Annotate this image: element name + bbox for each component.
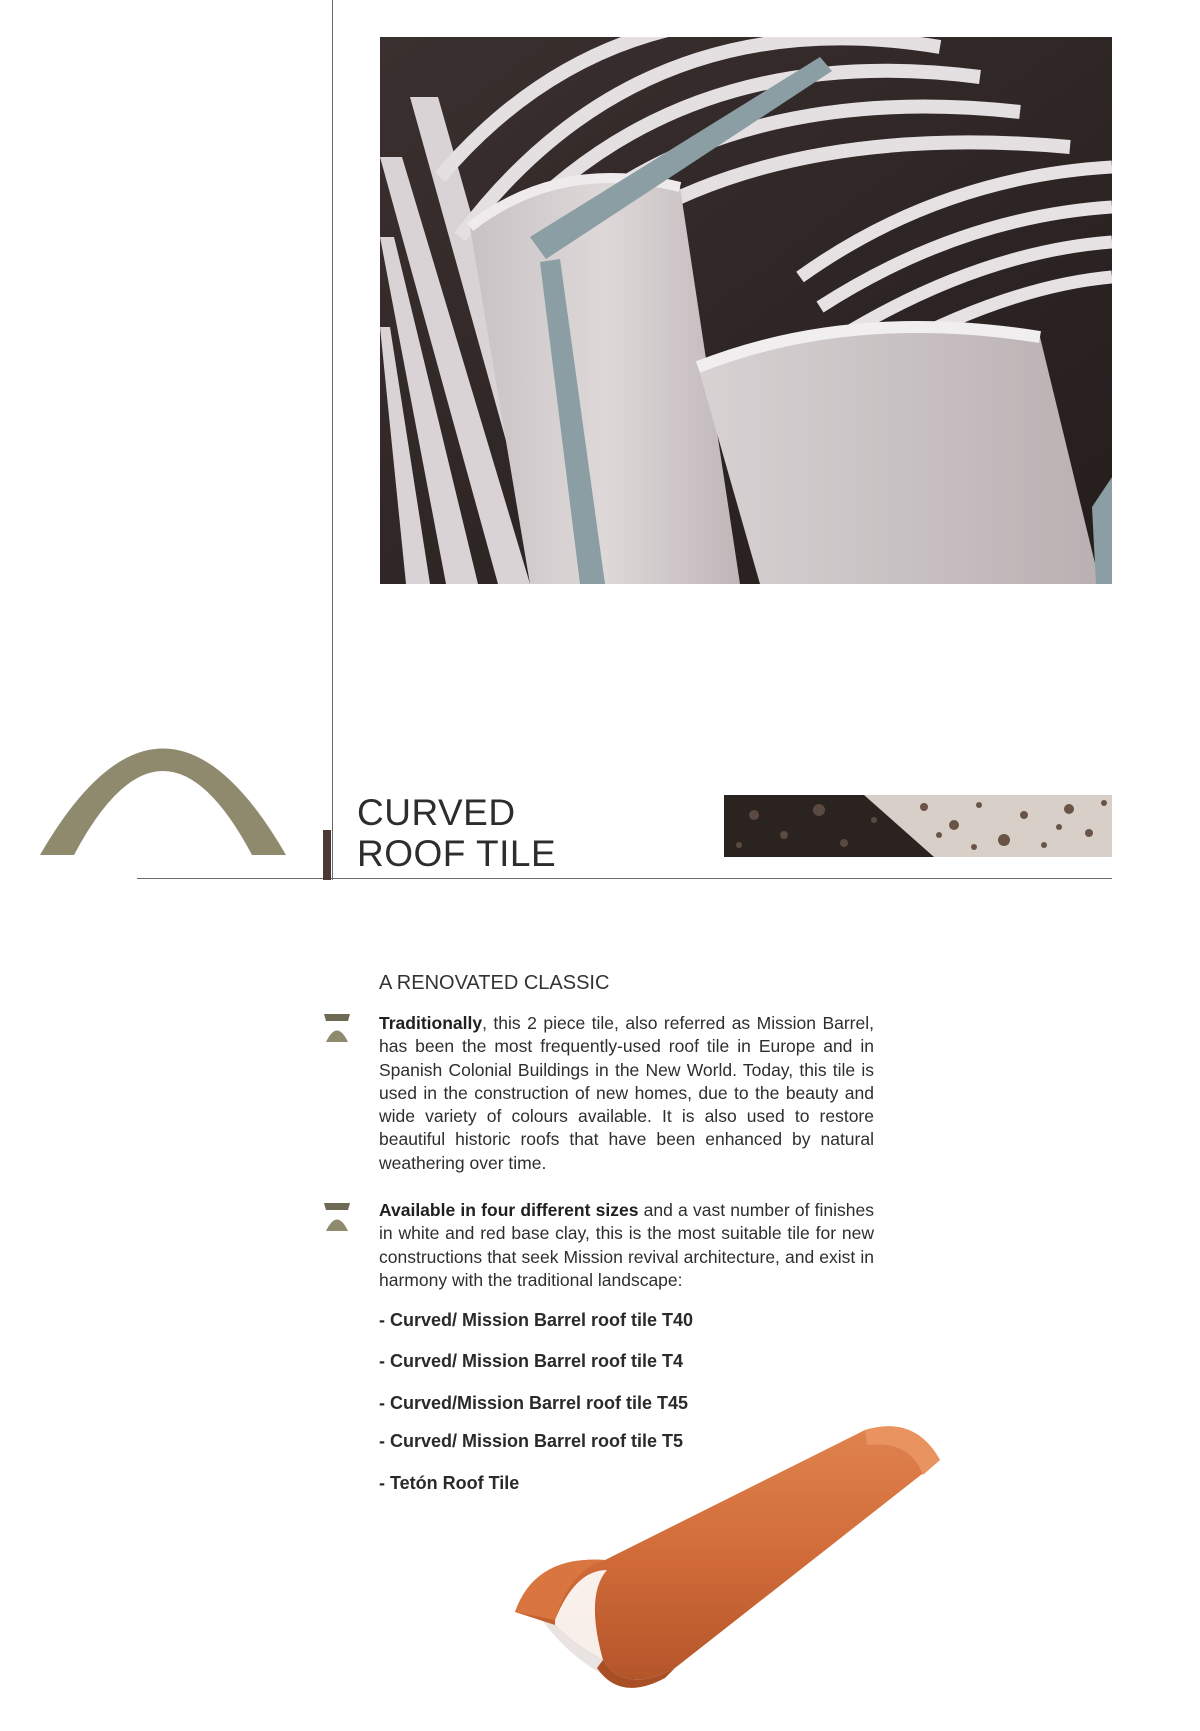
list-item: - Curved/Mission Barrel roof tile T45 bbox=[379, 1393, 689, 1413]
paragraph-2-body: and a vast number of finishes in white and red base clay, this is the most suitable tile for new constructions that seek Mission revival architecture, and exist in harmony with the traditional landscape: bbox=[379, 1200, 875, 1290]
list-item: - Curved/ Mission Barrel roof tile T4 bbox=[379, 1351, 684, 1371]
section-subtitle: A RENOVATED CLASSIC bbox=[379, 972, 610, 994]
arch-logo-icon bbox=[38, 742, 288, 857]
granite-texture-strip bbox=[724, 795, 1112, 857]
horizontal-rule bbox=[137, 878, 1112, 879]
paragraph-traditionally bbox=[379, 1012, 874, 1175]
tile-bullet-icon bbox=[323, 1202, 351, 1232]
list-item: - Curved/ Mission Barrel roof tile T40 bbox=[379, 1310, 694, 1330]
paragraph-available-sizes bbox=[379, 1199, 874, 1292]
paragraph-1-lead: Traditionally bbox=[379, 1013, 483, 1033]
title-line-1: CURVED bbox=[357, 792, 516, 833]
terracotta-tile-image bbox=[515, 1420, 985, 1690]
title-accent-bar bbox=[323, 830, 331, 880]
paragraph-2-lead: Available in four different sizes bbox=[379, 1200, 639, 1220]
page-title bbox=[357, 792, 556, 874]
paragraph-1-body: , this 2 piece tile, also referred as Mission Barrel, has been the most frequently-used roof tile in Europe and in Spanish Colonial Buildings in the New World. Today, this tile is used in the construction of new homes, due to the beauty and wide variety of colours available. It is also used to restore beautiful historic roofs that have been enhanced by natural weathering over time. bbox=[379, 1013, 874, 1173]
list-item: - Curved/ Mission Barrel roof tile T5 bbox=[379, 1431, 684, 1451]
title-line-2: ROOF TILE bbox=[357, 833, 557, 874]
tile-bullet-icon bbox=[323, 1013, 351, 1043]
list-item: - Tetón Roof Tile bbox=[379, 1473, 520, 1493]
vertical-rule bbox=[332, 0, 333, 880]
hero-photo-stacked-tiles bbox=[380, 37, 1112, 584]
